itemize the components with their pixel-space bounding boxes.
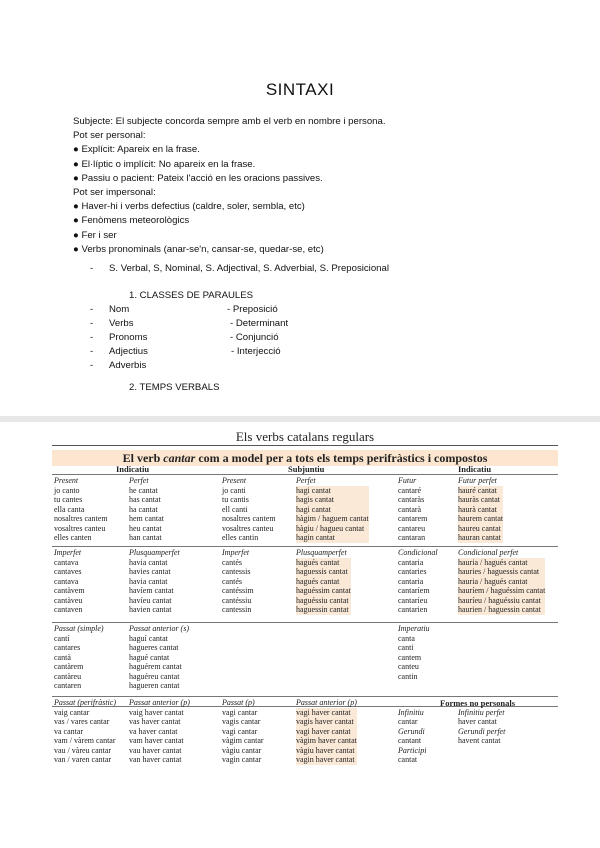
verb-form: vagis cantar	[222, 717, 261, 726]
tense-heading: Plusquamperfet	[296, 548, 347, 557]
verb-form: cantaran	[398, 533, 426, 542]
intro-line: Subjecte: El subjecte concorda sempre amb el verb en nombre i persona.	[73, 116, 386, 127]
verb-form: hagueren cantat	[129, 681, 180, 690]
table-rule	[52, 474, 558, 475]
tense-heading: Perfet	[129, 476, 149, 485]
verb-form: han cantat	[129, 533, 162, 542]
verb-form: cantarem	[398, 514, 428, 523]
tense-column	[458, 476, 503, 543]
intro-line: ● Fenòmens meteorològics	[73, 215, 190, 227]
tense-heading: Condicional perfet	[458, 548, 519, 557]
tense-heading: Present	[222, 476, 247, 485]
tense-column	[296, 548, 351, 615]
verb-form: vaig haver cantat	[129, 707, 184, 717]
verb-form: elles cantin	[222, 533, 259, 542]
tense-heading: Passat (perifràstic)	[54, 698, 116, 707]
verb-form: cantàvem	[54, 586, 85, 595]
intro-line: Pot ser impersonal:	[73, 187, 156, 199]
non-personal-form: cantat	[398, 755, 418, 764]
class-item: Adjectius	[109, 346, 148, 357]
verb-form: vagis haver cantat	[296, 717, 357, 727]
tense-heading: Imperfet	[222, 548, 250, 557]
mood-header: Indicatiu	[116, 464, 150, 474]
verb-form: cantessis	[222, 567, 251, 576]
class-item: - Conjunció	[230, 332, 279, 343]
class-dash: -	[90, 332, 94, 343]
verb-form: vam haver cantat	[129, 736, 184, 745]
verb-form: cantaré	[398, 485, 422, 495]
class-item: - Interjecció	[231, 346, 281, 357]
intro-line: ● Verbs pronominals (anar-se'n, cansar-se, quedar-se, etc)	[73, 243, 324, 255]
verb-form: cantàveu	[54, 595, 83, 605]
intro-line: Pot ser personal:	[73, 130, 146, 142]
verb-form: havíem cantat	[129, 586, 174, 595]
verb-form: cantaven	[54, 605, 83, 614]
tense-column	[398, 548, 438, 615]
tense-column	[398, 476, 427, 543]
intro-line: ● Fer i ser	[73, 229, 117, 241]
verb-form: haguessis cantat	[296, 567, 351, 577]
verb-form: haurien / haguessin cantat	[458, 605, 545, 615]
verb-form: cantaria	[398, 576, 424, 586]
class-dash: -	[90, 304, 94, 315]
verb-form: hauries / haguessis cantat	[458, 567, 545, 577]
subtitle-verb: cantar	[163, 451, 196, 465]
verb-form: vàgim haver cantat	[296, 736, 357, 745]
non-personal-form: haver cantat	[458, 717, 497, 726]
verb-form: havies cantat	[129, 567, 171, 576]
verb-form: tu cantis	[222, 495, 249, 504]
formes-header: Formes no personals	[440, 698, 516, 708]
tense-heading: Present	[54, 476, 79, 485]
verb-form: cantaríem	[398, 586, 430, 595]
class-item: Nom	[109, 304, 130, 315]
verb-form: hagi cantat	[296, 486, 369, 496]
verb-form: cantéssim	[222, 586, 254, 595]
verb-form: havien cantat	[129, 605, 172, 614]
verb-form: vagi cantar	[222, 726, 258, 736]
tense-column	[398, 624, 430, 681]
verb-form: haguéreu cantat	[129, 671, 180, 681]
verb-form: havíeu cantat	[129, 595, 172, 605]
intro-line: ● Passiu o pacient: Pateix l'acció en les oracions passives.	[73, 172, 323, 184]
tense-column	[54, 624, 104, 691]
verb-form: vas / vares cantar	[54, 717, 110, 726]
tense-column	[458, 548, 545, 615]
verb-form: hauran cantat	[458, 533, 503, 543]
table-rule	[52, 546, 558, 547]
tense-heading: Futur perfet	[458, 476, 497, 485]
verb-form: haguéssiu cantat	[296, 596, 351, 606]
tense-heading: Plusquamperfet	[129, 548, 180, 557]
verb-form: hagis cantat	[296, 495, 369, 505]
table-title: Els verbs catalans regulars	[52, 428, 558, 446]
verb-form: havia cantat	[129, 576, 168, 586]
verb-form: cantàreu	[54, 671, 82, 681]
verb-form: vau / vàreu cantar	[54, 745, 112, 755]
verb-form: jo canti	[222, 485, 246, 495]
verb-form: haurà cantat	[458, 505, 503, 515]
verb-form: canta	[398, 633, 415, 643]
class-dash: -	[90, 346, 94, 357]
verb-form: cantí	[54, 633, 70, 643]
verb-form: ell canti	[222, 504, 248, 514]
verb-form: hagi cantat	[296, 505, 369, 515]
verb-form: hagués cantat	[296, 577, 351, 587]
verb-form: vàgim cantar	[222, 736, 264, 745]
tense-heading: Condicional	[398, 548, 438, 557]
verb-form: cantéssiu	[222, 595, 252, 605]
verb-form: hauria / hagués cantat	[458, 577, 545, 587]
verb-form: va cantar	[54, 726, 84, 736]
class-item: Verbs	[109, 318, 134, 329]
subtitle-pre: El verb	[122, 451, 164, 465]
tense-heading: Passat (p)	[222, 698, 255, 707]
non-personal-form: Gerundi perfet	[458, 727, 506, 736]
tense-column	[296, 476, 369, 543]
verb-form: vagin haver cantat	[296, 755, 357, 765]
class-item: - Determinant	[230, 318, 289, 329]
verb-form: cantava	[54, 576, 79, 586]
verb-form: cantés	[222, 576, 242, 586]
tense-column	[129, 476, 164, 543]
verb-form: cantem	[398, 652, 422, 662]
verb-form: hauríeu / haguéssiu cantat	[458, 596, 545, 606]
verb-form: vau haver cantat	[129, 745, 182, 755]
tense-column	[129, 698, 190, 765]
verb-form: vàgiu cantar	[222, 745, 262, 755]
non-personal-form: cantant	[398, 736, 422, 745]
class-item: Pronoms	[109, 332, 148, 343]
class-dash: -	[90, 318, 94, 329]
verb-form: ha cantat	[129, 504, 158, 514]
verb-form: canteu	[398, 662, 419, 671]
tense-column	[222, 476, 276, 543]
verb-form: tu cantes	[54, 495, 83, 504]
verb-form: vagi haver cantat	[296, 708, 357, 718]
class-item: - Preposició	[227, 304, 278, 315]
sintagmes-dash: -	[90, 263, 94, 274]
verb-form: vagin cantar	[222, 755, 262, 764]
verb-form: nosaltres cantem	[222, 514, 276, 523]
tense-column	[54, 698, 116, 765]
tense-column	[129, 548, 180, 615]
verb-form: cantessin	[222, 605, 252, 614]
verb-form: haguessin cantat	[296, 605, 351, 615]
subtitle-post: com a model per a tots els temps perifràstics i compostos	[195, 451, 488, 465]
tense-column	[54, 476, 108, 543]
verb-form: vàgiu haver cantat	[296, 746, 357, 756]
verb-form: vagi haver cantat	[296, 727, 357, 737]
verb-form: haurem cantat	[458, 514, 504, 523]
page-divider	[0, 416, 600, 422]
verb-form: hem cantat	[129, 514, 164, 523]
verb-form: vagi cantar	[222, 707, 258, 717]
verb-form: vosaltres canteu	[222, 523, 274, 533]
verb-form: vaig cantar	[54, 707, 90, 717]
tense-column	[54, 548, 85, 615]
verb-form: cantaràs	[398, 495, 425, 504]
tense-heading: Perfet	[296, 476, 316, 485]
verb-form: cantarà	[398, 504, 422, 514]
verb-form: hàgim / haguem cantat	[296, 514, 369, 523]
verb-form: cantarien	[398, 605, 428, 614]
verb-form: canti	[398, 643, 414, 652]
classes-heading: 1. CLASSES DE PARAULES	[129, 290, 254, 301]
non-personal-form: cantar	[398, 717, 418, 726]
conjugation-table	[52, 428, 558, 848]
verb-form: hauríem / haguéssim cantat	[458, 586, 546, 595]
verb-form: hàgiu / hagueu cantat	[296, 524, 369, 534]
verb-form: cantàrem	[54, 662, 84, 671]
verb-form: jo canto	[54, 485, 80, 495]
tense-heading: Passat anterior (p)	[129, 698, 190, 707]
verb-form: has cantat	[129, 495, 161, 504]
verb-form: hauràs cantat	[458, 495, 503, 505]
verb-form: cantaren	[54, 681, 82, 690]
tense-heading: Passat anterior (s)	[129, 624, 189, 633]
verb-form: he cantat	[129, 485, 158, 495]
tense-column	[296, 698, 357, 765]
class-item: Adverbis	[109, 360, 147, 371]
verb-form: van haver cantat	[129, 755, 182, 764]
subject-section	[73, 115, 543, 257]
tense-heading: Futur	[398, 476, 417, 485]
verb-form: hauré cantat	[458, 486, 503, 496]
intro-line: ● El·líptic o implícit: No apareix en la frase.	[73, 158, 256, 170]
verb-form: hagueres cantat	[129, 643, 179, 652]
mood-header: Subjuntiu	[288, 464, 325, 474]
verb-form: cantin	[398, 671, 418, 681]
verb-form: vosaltres canteu	[54, 523, 106, 533]
table-rule	[52, 622, 558, 623]
tense-heading: Imperfet	[54, 548, 82, 557]
verb-form: heu cantat	[129, 523, 162, 533]
verb-form: vam / vàrem cantar	[54, 736, 116, 745]
tense-heading: Passat anterior (p)	[296, 698, 357, 707]
table-rule	[52, 696, 558, 697]
verb-form: cantà	[54, 652, 71, 662]
mood-header: Indicatiu	[458, 464, 492, 474]
non-personal-form: havent cantat	[458, 736, 501, 745]
verb-form: haureu cantat	[458, 524, 503, 534]
verb-form: haguí cantat	[129, 633, 168, 643]
verb-form: cantaríeu	[398, 595, 428, 605]
sintagmes-line: S. Verbal, S, Nominal, S. Adjectival, S. Adverbial, S. Preposicional	[109, 263, 389, 274]
tense-column	[222, 548, 254, 615]
verb-form: havia cantat	[129, 557, 168, 567]
verb-form: vas haver cantat	[129, 717, 181, 726]
verb-form: hauria / hagués cantat	[458, 558, 545, 568]
non-personal-form: Participi	[398, 746, 427, 755]
non-personal-form: Infinitiu	[398, 708, 424, 717]
verb-form: ella canta	[54, 504, 85, 514]
class-dash: -	[90, 360, 94, 371]
page-title: SINTAXI	[265, 80, 335, 99]
verb-form: elles canten	[54, 533, 92, 542]
tense-heading: Imperatiu	[398, 624, 430, 633]
verb-form: cantareu	[398, 523, 426, 533]
verb-form: cantaria	[398, 557, 424, 567]
verb-form: cantava	[54, 557, 79, 567]
intro-line: ● Explícit: Apareix en la frase.	[73, 144, 200, 156]
tense-column	[129, 624, 189, 691]
verb-form: cantares	[54, 643, 81, 652]
verb-form: haguéssim cantat	[296, 586, 351, 595]
verb-form: cantés	[222, 557, 242, 567]
verb-form: van / varen cantar	[54, 755, 112, 764]
verb-form: haguérem cantat	[129, 662, 182, 671]
verb-form: hagués cantat	[296, 558, 351, 568]
verb-form: cantaves	[54, 567, 82, 576]
verb-form: hagué cantat	[129, 652, 170, 662]
non-personal-form: Infinitiu perfet	[458, 708, 505, 717]
tense-heading: Passat (simple)	[54, 624, 104, 633]
verb-form: va haver cantat	[129, 726, 178, 736]
temps-heading: 2. TEMPS VERBALS	[129, 382, 220, 393]
verb-form: hagin cantat	[296, 533, 369, 543]
non-personal-form: Gerundi	[398, 727, 425, 736]
verb-form: nosaltres cantem	[54, 514, 108, 523]
tense-column	[222, 698, 264, 765]
verb-form: cantaries	[398, 567, 427, 576]
intro-line: ● Haver-hi i verbs defectius (caldre, soler, sembla, etc)	[73, 201, 305, 213]
